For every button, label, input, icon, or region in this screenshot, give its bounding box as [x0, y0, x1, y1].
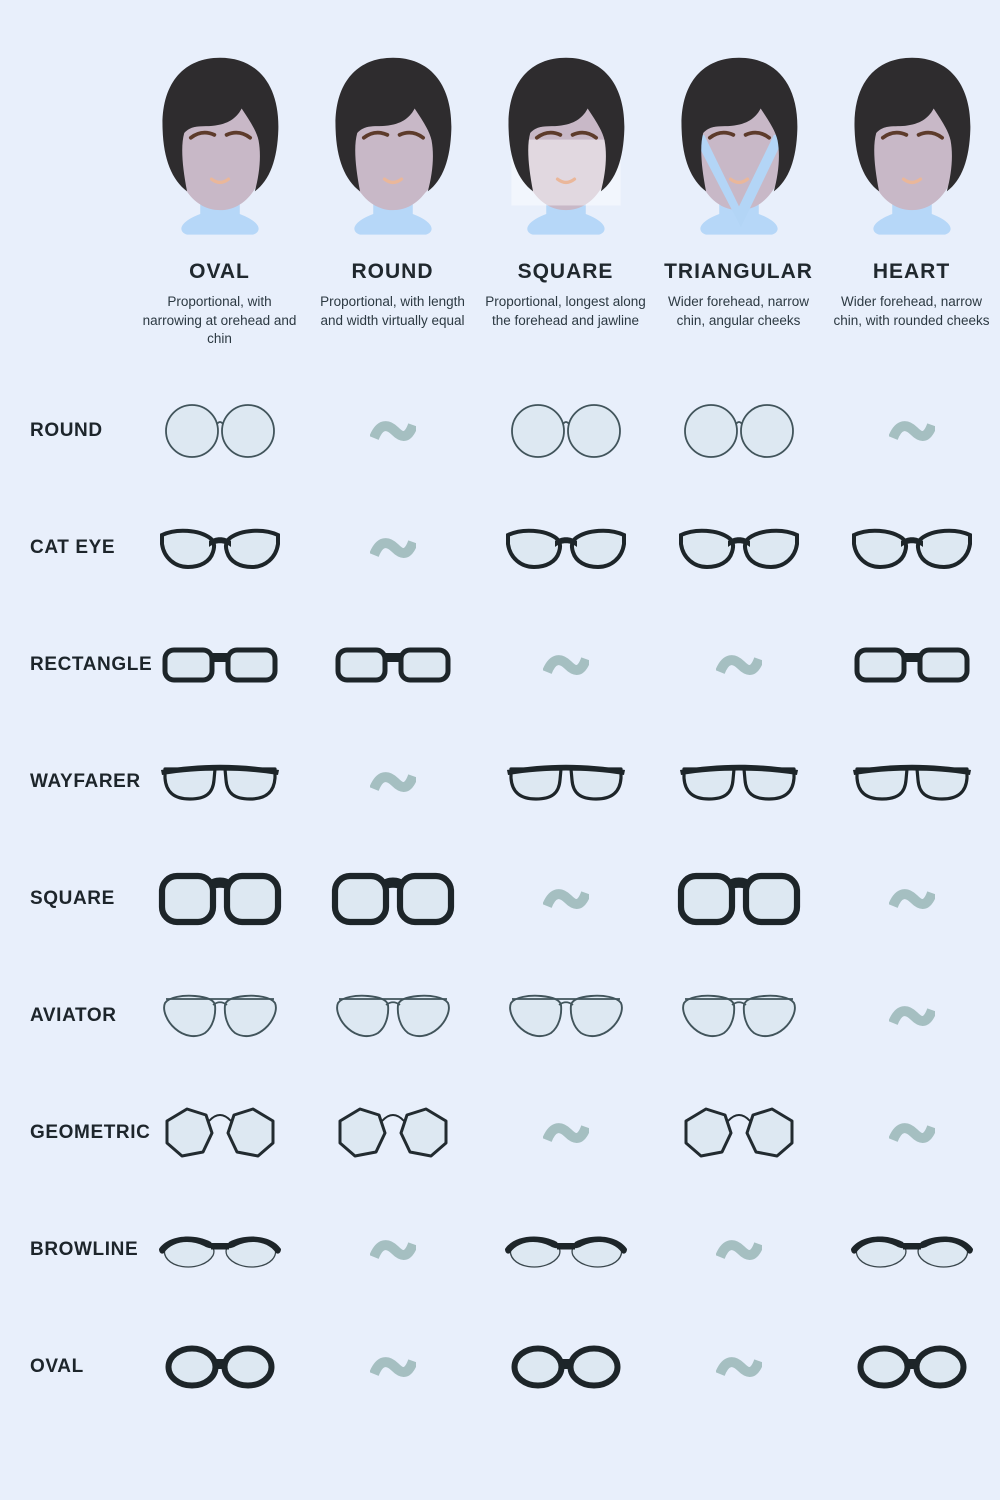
glasses-type-label-wayfarer: WAYFARER — [30, 770, 141, 792]
squiggle-icon — [306, 372, 479, 489]
squiggle-icon — [825, 957, 998, 1074]
browline-glasses-icon — [825, 1191, 998, 1308]
glasses-type-label-cateye: CAT EYE — [30, 536, 116, 558]
squiggle-icon — [306, 1308, 479, 1425]
cateye-glasses-icon — [479, 489, 652, 606]
face-shape-description-heart: Wider forehead, narrow chin, with rounded cheeks — [833, 294, 990, 328]
face-shape-title-triangular: TRIANGULAR — [664, 260, 813, 283]
aviator-glasses-icon — [479, 957, 652, 1074]
geometric-glasses-icon — [652, 1074, 825, 1191]
wayfarer-glasses-icon — [825, 723, 998, 840]
geometric-glasses-icon — [133, 1074, 306, 1191]
aviator-glasses-icon — [306, 957, 479, 1074]
squiggle-icon — [306, 1191, 479, 1308]
triangular-face-illustration — [659, 50, 819, 248]
face-shape-description-triangular: Wider forehead, narrow chin, angular cheeks — [667, 294, 810, 328]
face-shape-title-round: ROUND — [351, 260, 434, 283]
round-glasses-icon — [652, 372, 825, 489]
browline-glasses-icon — [133, 1191, 306, 1308]
squiggle-icon — [306, 489, 479, 606]
glasses-type-label-browline: BROWLINE — [30, 1238, 139, 1260]
face-shape-title-square: SQUARE — [517, 260, 614, 283]
face-shape-description-oval: Proportional, with narrowing at orehead and chin — [142, 294, 297, 347]
rectangle-glasses-icon — [825, 606, 998, 723]
face-column-triangular — [652, 50, 825, 349]
square-glasses-icon — [306, 840, 479, 957]
face-column-round — [306, 50, 479, 349]
oval-glasses-icon — [479, 1308, 652, 1425]
face-shape-title-heart: HEART — [872, 260, 951, 283]
squiggle-icon — [825, 840, 998, 957]
wayfarer-glasses-icon — [479, 723, 652, 840]
squiggle-icon — [825, 372, 998, 489]
glasses-type-label-round: ROUND — [30, 419, 103, 441]
oval-face-illustration — [140, 50, 300, 248]
squiggle-icon — [479, 1074, 652, 1191]
face-column-oval — [133, 50, 306, 349]
cateye-glasses-icon — [825, 489, 998, 606]
squiggle-icon — [652, 1308, 825, 1425]
face-shape-title-oval: OVAL — [189, 260, 250, 283]
glasses-type-label-square: SQUARE — [30, 887, 115, 909]
round-face-illustration — [313, 50, 473, 248]
cateye-glasses-icon — [652, 489, 825, 606]
squiggle-icon — [479, 840, 652, 957]
square-glasses-icon — [133, 840, 306, 957]
face-column-square — [479, 50, 652, 349]
oval-glasses-icon — [133, 1308, 306, 1425]
glasses-type-label-oval: OVAL — [30, 1355, 84, 1377]
round-glasses-icon — [479, 372, 652, 489]
oval-glasses-icon — [825, 1308, 998, 1425]
cateye-glasses-icon — [133, 489, 306, 606]
aviator-glasses-icon — [133, 957, 306, 1074]
face-shape-description-round: Proportional, with length and width virtually equal — [320, 294, 465, 328]
squiggle-icon — [652, 1191, 825, 1308]
rectangle-glasses-icon — [133, 606, 306, 723]
squiggle-icon — [306, 723, 479, 840]
squiggle-icon — [652, 606, 825, 723]
glasses-type-label-aviator: AVIATOR — [30, 1004, 117, 1026]
glasses-type-label-rectangle: RECTANGLE — [30, 653, 153, 675]
squiggle-icon — [479, 606, 652, 723]
wayfarer-glasses-icon — [133, 723, 306, 840]
face-column-heart — [825, 50, 998, 349]
squiggle-icon — [825, 1074, 998, 1191]
wayfarer-glasses-icon — [652, 723, 825, 840]
glasses-type-label-geometric: GEOMETRIC — [30, 1121, 151, 1143]
square-face-illustration — [486, 50, 646, 248]
heart-face-illustration — [832, 50, 992, 248]
geometric-glasses-icon — [306, 1074, 479, 1191]
face-shape-description-square: Proportional, longest along the forehead and jawline — [485, 294, 646, 328]
square-glasses-icon — [652, 840, 825, 957]
round-glasses-icon — [133, 372, 306, 489]
face-shapes-header — [133, 50, 998, 349]
compatibility-matrix — [0, 372, 998, 1425]
browline-glasses-icon — [479, 1191, 652, 1308]
aviator-glasses-icon — [652, 957, 825, 1074]
rectangle-glasses-icon — [306, 606, 479, 723]
